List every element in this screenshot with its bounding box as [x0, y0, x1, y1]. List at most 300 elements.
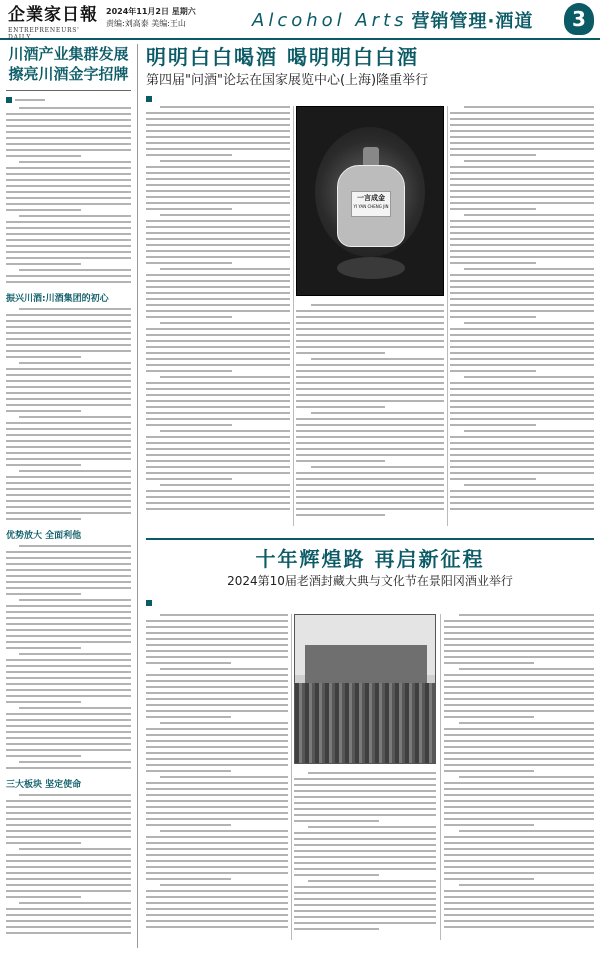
- text-line: [146, 424, 232, 426]
- text-line: [450, 136, 594, 138]
- text-line: [146, 812, 288, 814]
- text-line: [294, 898, 436, 900]
- text-line: [19, 599, 132, 601]
- text-line: [146, 746, 288, 748]
- text-line: [146, 274, 290, 276]
- text-line: [450, 472, 594, 474]
- text-line: [450, 406, 594, 408]
- text-line: [6, 344, 131, 346]
- text-line: [6, 677, 131, 679]
- text-line: [444, 896, 594, 898]
- left-story: [6, 44, 138, 948]
- text-line: [6, 137, 131, 139]
- byline-marker-icon: [146, 600, 152, 606]
- text-line: [146, 752, 288, 754]
- text-line: [146, 334, 290, 336]
- text-line: [6, 872, 131, 874]
- text-line: [294, 874, 379, 876]
- text-line: [311, 304, 444, 306]
- text-line: [146, 238, 290, 240]
- text-line: [6, 191, 131, 193]
- text-line: [296, 388, 444, 390]
- text-line: [6, 173, 131, 175]
- text-line: [6, 866, 131, 868]
- text-line: [6, 635, 131, 637]
- text-line: [146, 638, 288, 640]
- text-line: [6, 512, 131, 514]
- text-line: [444, 632, 594, 634]
- text-line: [146, 118, 290, 120]
- text-line: [464, 214, 594, 216]
- text-line: [6, 119, 131, 121]
- text-line: [146, 788, 288, 790]
- text-line: [6, 914, 131, 916]
- liquor-bottle-photo: [296, 106, 444, 296]
- text-line: [444, 656, 594, 658]
- text-line: [294, 784, 436, 786]
- bottom-byline: [146, 600, 152, 606]
- text-line: [444, 824, 534, 826]
- text-line: [444, 926, 594, 928]
- text-line: [450, 244, 594, 246]
- text-line: [296, 328, 444, 330]
- text-line: [146, 914, 288, 916]
- text-line: [6, 482, 131, 484]
- text-line: [464, 376, 594, 378]
- text-line: [6, 812, 131, 814]
- text-line: [146, 382, 290, 384]
- text-line: [450, 178, 594, 180]
- text-line: [146, 244, 290, 246]
- issue-editors: 责编:刘高泰 美编:王山: [106, 19, 186, 28]
- text-line: [450, 424, 536, 426]
- text-line: [294, 916, 436, 918]
- text-line: [294, 790, 436, 792]
- text-line: [160, 160, 290, 162]
- text-line: [6, 932, 131, 934]
- text-line: [444, 812, 594, 814]
- bottom-story-column: [146, 614, 288, 932]
- text-line: [450, 418, 594, 420]
- top-story-subhead: 第四届"问酒"论坛在国家展览中心(上海)隆重举行: [146, 73, 429, 88]
- text-line: [6, 404, 131, 406]
- text-line: [6, 665, 131, 667]
- text-line: [294, 832, 436, 834]
- text-line: [444, 746, 594, 748]
- text-line: [444, 806, 594, 808]
- column-divider: [447, 106, 448, 526]
- text-line: [6, 818, 131, 820]
- text-line: [6, 332, 131, 334]
- text-line: [6, 800, 131, 802]
- text-line: [146, 908, 288, 910]
- text-line: [459, 830, 594, 832]
- text-line: [146, 626, 288, 628]
- text-line: [6, 695, 131, 697]
- text-line: [6, 908, 131, 910]
- text-line: [146, 508, 290, 510]
- text-line: [296, 454, 444, 456]
- text-line: [464, 268, 594, 270]
- text-line: [146, 178, 290, 180]
- text-line: [296, 430, 444, 432]
- byline-text: [15, 99, 45, 101]
- text-line: [6, 725, 131, 727]
- text-line: [450, 298, 594, 300]
- text-line: [311, 412, 444, 414]
- text-line: [146, 686, 288, 688]
- photo-stage: [305, 645, 427, 683]
- liquor-bottle-icon: [337, 147, 405, 247]
- text-line: [444, 644, 594, 646]
- text-line: [294, 862, 436, 864]
- text-line: [6, 563, 131, 565]
- text-line: [6, 386, 131, 388]
- text-line: [308, 772, 436, 774]
- text-line: [6, 551, 131, 553]
- text-line: [160, 376, 290, 378]
- text-line: [296, 442, 444, 444]
- text-line: [450, 388, 594, 390]
- text-line: [6, 410, 81, 412]
- column-divider: [293, 106, 294, 526]
- text-line: [294, 910, 436, 912]
- top-story-column: [296, 304, 444, 520]
- text-line: [146, 502, 290, 504]
- text-line: [6, 245, 131, 247]
- text-line: [146, 436, 290, 438]
- text-line: [146, 662, 231, 664]
- text-line: [450, 154, 536, 156]
- text-line: [6, 641, 131, 643]
- text-line: [6, 890, 131, 892]
- text-line: [19, 362, 132, 364]
- text-line: [146, 124, 290, 126]
- text-line: [6, 458, 131, 460]
- text-line: [444, 848, 594, 850]
- text-line: [146, 472, 290, 474]
- text-line: [6, 452, 131, 454]
- text-line: [296, 472, 444, 474]
- text-line: [450, 316, 536, 318]
- text-line: [296, 502, 444, 504]
- text-line: [296, 310, 444, 312]
- text-line: [146, 704, 288, 706]
- text-line: [450, 148, 594, 150]
- text-line: [311, 466, 444, 468]
- text-line: [146, 136, 290, 138]
- text-line: [444, 860, 594, 862]
- text-line: [19, 761, 132, 763]
- text-line: [450, 220, 594, 222]
- text-line: [6, 659, 131, 661]
- text-line: [146, 340, 290, 342]
- text-line: [450, 382, 594, 384]
- ceremony-photo: [294, 614, 436, 764]
- text-line: [296, 418, 444, 420]
- text-line: [311, 358, 444, 360]
- text-line: [444, 704, 594, 706]
- text-line: [450, 184, 594, 186]
- text-line: [450, 286, 594, 288]
- text-line: [19, 308, 132, 310]
- text-line: [444, 908, 594, 910]
- text-line: [19, 470, 132, 472]
- text-line: [450, 190, 594, 192]
- text-line: [6, 221, 131, 223]
- text-line: [6, 281, 131, 283]
- text-line: [6, 143, 131, 145]
- text-line: [6, 884, 131, 886]
- top-byline: [146, 96, 152, 102]
- text-line: [444, 758, 594, 760]
- text-line: [146, 166, 290, 168]
- text-line: [296, 334, 444, 336]
- byline-marker-icon: [146, 96, 152, 102]
- text-line: [6, 374, 131, 376]
- text-line: [6, 926, 131, 928]
- text-line: [450, 502, 594, 504]
- text-line: [450, 442, 594, 444]
- text-line: [296, 424, 444, 426]
- text-line: [296, 322, 444, 324]
- text-line: [146, 190, 290, 192]
- bottle-cap: [363, 147, 379, 167]
- text-line: [146, 460, 290, 462]
- text-line: [160, 214, 290, 216]
- text-line: [6, 350, 131, 352]
- text-line: [296, 484, 444, 486]
- text-line: [294, 868, 436, 870]
- text-line: [6, 593, 81, 595]
- text-line: [146, 710, 288, 712]
- text-line: [6, 587, 131, 589]
- text-line: [146, 920, 288, 922]
- text-line: [146, 818, 288, 820]
- text-line: [146, 286, 290, 288]
- text-line: [146, 782, 288, 784]
- newspaper-title: 企業家日報: [8, 5, 98, 25]
- newspaper-logo: [8, 5, 100, 41]
- top-story-headline: 明明白白喝酒 喝明明白白酒: [146, 45, 419, 69]
- text-line: [146, 262, 232, 264]
- text-line: [146, 728, 288, 730]
- text-line: [6, 755, 81, 757]
- text-line: [146, 848, 288, 850]
- text-line: [444, 836, 594, 838]
- text-line: [450, 280, 594, 282]
- top-story-column: [450, 106, 594, 514]
- text-line: [160, 668, 288, 670]
- text-line: [444, 872, 594, 874]
- text-line: [6, 557, 131, 559]
- text-line: [444, 626, 594, 628]
- text-line: [6, 380, 131, 382]
- byline-marker-icon: [6, 97, 12, 103]
- text-line: [146, 854, 288, 856]
- text-line: [450, 508, 594, 510]
- text-line: [146, 698, 288, 700]
- text-line: [146, 328, 290, 330]
- text-line: [294, 838, 436, 840]
- text-line: [6, 683, 131, 685]
- text-line: [6, 749, 131, 751]
- text-line: [146, 866, 288, 868]
- text-line: [296, 340, 444, 342]
- text-line: [146, 442, 290, 444]
- text-line: [6, 854, 131, 856]
- text-line: [6, 179, 131, 181]
- bottle-label: [351, 191, 391, 217]
- text-line: [146, 226, 290, 228]
- text-line: [444, 752, 594, 754]
- text-line: [146, 794, 288, 796]
- text-line: [6, 434, 131, 436]
- left-body-text: [6, 308, 131, 520]
- text-line: [146, 650, 288, 652]
- text-line: [160, 484, 290, 486]
- text-line: [146, 448, 290, 450]
- text-line: [450, 364, 594, 366]
- text-line: [6, 623, 131, 625]
- text-line: [146, 358, 290, 360]
- section-title-en: Alcohol Arts: [252, 9, 408, 31]
- text-line: [294, 928, 379, 930]
- text-line: [146, 860, 288, 862]
- text-line: [146, 418, 290, 420]
- text-line: [444, 686, 594, 688]
- text-line: [459, 884, 594, 886]
- issue-info: [106, 6, 196, 30]
- text-line: [294, 808, 436, 810]
- text-line: [450, 250, 594, 252]
- text-line: [444, 674, 594, 676]
- bottle-reflection: [337, 257, 405, 279]
- text-line: [6, 689, 131, 691]
- text-line: [6, 569, 131, 571]
- text-line: [146, 232, 290, 234]
- text-line: [6, 743, 131, 745]
- page-number-badge: 3: [564, 3, 594, 35]
- text-line: [444, 692, 594, 694]
- text-line: [450, 436, 594, 438]
- text-line: [450, 130, 594, 132]
- text-line: [6, 617, 131, 619]
- text-line: [450, 460, 594, 462]
- text-line: [444, 914, 594, 916]
- text-line: [19, 161, 132, 163]
- text-line: [444, 902, 594, 904]
- text-line: [146, 734, 288, 736]
- text-line: [464, 160, 594, 162]
- text-line: [19, 902, 132, 904]
- bottom-story-column: [294, 772, 436, 934]
- text-line: [450, 334, 594, 336]
- text-line: [6, 209, 81, 211]
- text-line: [6, 356, 81, 358]
- text-line: [146, 656, 288, 658]
- text-line: [6, 731, 131, 733]
- text-line: [294, 904, 436, 906]
- text-line: [6, 167, 131, 169]
- text-line: [146, 644, 288, 646]
- text-line: [19, 545, 132, 547]
- text-line: [450, 142, 594, 144]
- text-line: [6, 440, 131, 442]
- text-line: [294, 850, 436, 852]
- text-line: [450, 196, 594, 198]
- text-line: [6, 842, 81, 844]
- text-line: [146, 740, 288, 742]
- text-line: [296, 352, 385, 354]
- text-line: [296, 382, 444, 384]
- text-line: [464, 430, 594, 432]
- text-line: [296, 376, 444, 378]
- left-story-headline: [6, 44, 131, 91]
- text-line: [444, 854, 594, 856]
- text-line: [6, 227, 131, 229]
- text-line: [160, 884, 288, 886]
- text-line: [450, 358, 594, 360]
- text-line: [294, 886, 436, 888]
- bottle-label-pinyin: YI YAN CHENG JIN: [353, 204, 389, 209]
- text-line: [6, 368, 131, 370]
- text-line: [450, 112, 594, 114]
- text-line: [450, 310, 594, 312]
- text-line: [444, 878, 534, 880]
- text-line: [146, 466, 290, 468]
- photo-crowd: [295, 683, 435, 764]
- left-byline: [6, 97, 131, 103]
- text-line: [6, 446, 131, 448]
- text-line: [146, 896, 288, 898]
- text-line: [450, 232, 594, 234]
- text-line: [444, 782, 594, 784]
- text-line: [294, 802, 436, 804]
- bottle-label-text: 一言成金: [357, 194, 385, 202]
- text-line: [444, 662, 534, 664]
- text-line: [294, 796, 436, 798]
- text-line: [6, 806, 131, 808]
- text-line: [296, 400, 444, 402]
- bottom-story-subhead: 2024第10届老酒封藏大典与文化节在景阳冈酒业举行: [227, 574, 513, 588]
- issue-date: 2024年11月2日 星期六: [106, 7, 196, 16]
- text-line: [450, 274, 594, 276]
- text-line: [6, 149, 131, 151]
- text-line: [450, 238, 594, 240]
- text-line: [294, 922, 436, 924]
- text-line: [146, 824, 231, 826]
- text-line: [6, 422, 131, 424]
- column-divider: [440, 614, 441, 940]
- text-line: [444, 866, 594, 868]
- text-line: [6, 203, 131, 205]
- text-line: [160, 722, 288, 724]
- text-line: [6, 713, 131, 715]
- text-line: [19, 107, 132, 109]
- text-line: [296, 370, 444, 372]
- text-line: [6, 275, 131, 277]
- text-line: [459, 722, 594, 724]
- text-line: [146, 632, 288, 634]
- text-line: [6, 494, 131, 496]
- text-line: [146, 352, 290, 354]
- text-line: [146, 298, 290, 300]
- text-line: [450, 400, 594, 402]
- text-line: [6, 836, 131, 838]
- text-line: [450, 118, 594, 120]
- text-line: [146, 836, 288, 838]
